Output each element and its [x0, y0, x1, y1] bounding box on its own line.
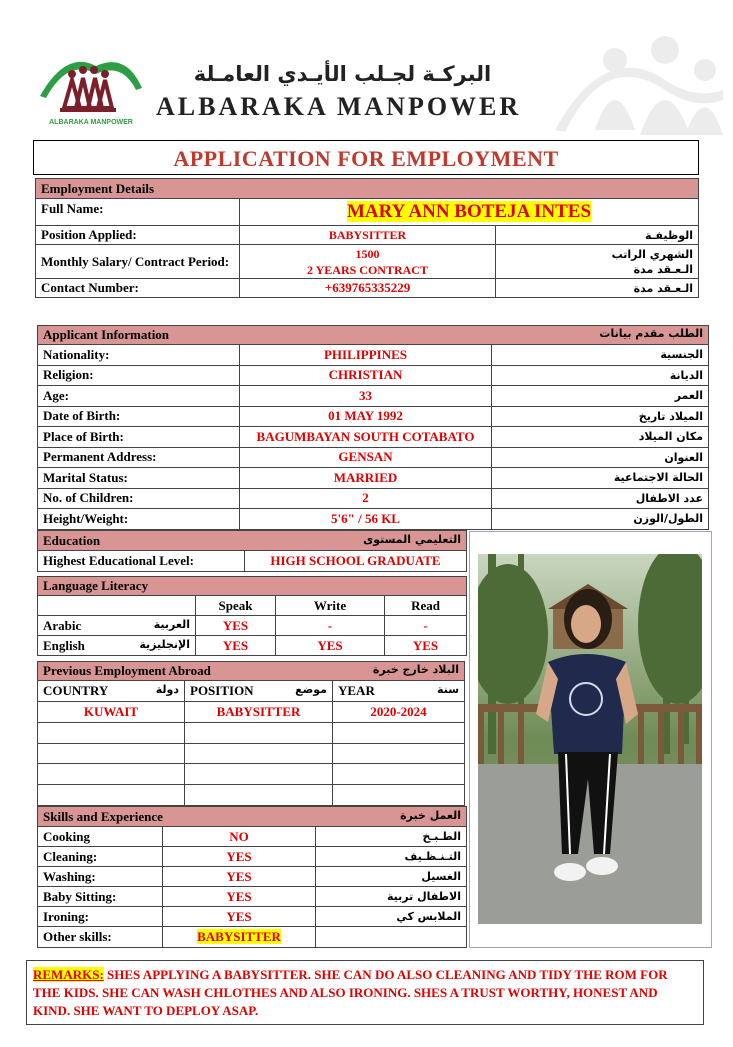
skill-value: NO [163, 827, 316, 847]
section-heading: Education التعليمي المستوى [38, 531, 467, 551]
language-literacy-table [37, 576, 467, 656]
field-label: Permanent Address: [38, 447, 240, 468]
contact-label-ar: الـعـقد مدة [496, 279, 699, 298]
remarks-box [26, 960, 704, 1025]
contact-value: +639765335229 [240, 279, 496, 298]
skill-label-ar: الغسيل [316, 867, 467, 887]
other-skills-label: Other skills: [38, 927, 163, 948]
field-label-ar: الحالة الاجتماعية [492, 468, 709, 489]
section-heading: Employment Details [36, 179, 699, 199]
table-row [38, 365, 709, 386]
field-label: Marital Status: [38, 468, 240, 489]
table-row [38, 427, 709, 448]
table-row [38, 636, 467, 656]
table-row [38, 827, 467, 847]
skill-label-ar: الاطفال تربية [316, 887, 467, 907]
full-name-label: Full Name: [36, 199, 240, 226]
field-label: Religion: [38, 365, 240, 386]
employment-position-cell [185, 743, 333, 764]
field-label: Place of Birth: [38, 427, 240, 448]
field-value: 33 [240, 386, 492, 407]
company-logo [36, 48, 146, 128]
table-row [38, 468, 709, 489]
applicant-photo [478, 554, 702, 924]
field-label-ar: مكان الميلاد [492, 427, 709, 448]
education-table [37, 530, 467, 572]
skill-value: YES [163, 867, 316, 887]
field-value: 01 MAY 1992 [240, 406, 492, 427]
previous-employment-table [37, 661, 465, 806]
field-value: GENSAN [240, 447, 492, 468]
skill-label: Washing: [38, 867, 163, 887]
full-name-value: MARY ANN BOTEJA INTES [240, 199, 699, 226]
field-label-ar: الديانة [492, 365, 709, 386]
table-row [38, 447, 709, 468]
employment-year-cell: 2020-2024 [333, 702, 465, 723]
position-label: Position Applied: [36, 226, 240, 245]
field-value: MARRIED [240, 468, 492, 489]
position-value: BABYSITTER [240, 226, 496, 245]
table-row [38, 907, 467, 927]
employment-country-cell [38, 722, 185, 743]
table-row [38, 743, 465, 764]
skill-value: YES [163, 887, 316, 907]
field-label-ar: عدد الاطفال [492, 488, 709, 509]
table-row [38, 887, 467, 907]
table-row [38, 386, 709, 407]
skill-label-ar: الملابس كي [316, 907, 467, 927]
table-row [38, 927, 467, 948]
field-label-ar: الطول/الوزن [492, 509, 709, 530]
language-read-value: - [385, 616, 467, 636]
language-write-value: - [276, 616, 385, 636]
education-level-value: HIGH SCHOOL GRADUATE [245, 551, 467, 572]
salary-value: 1500 2 YEARS CONTRACT [240, 245, 496, 279]
col-position: POSITION موضع [185, 681, 333, 702]
employment-position-cell: BABYSITTER [185, 702, 333, 723]
col-country: COUNTRY دولة [38, 681, 185, 702]
skill-value: YES [163, 847, 316, 867]
table-row [38, 764, 465, 785]
table-row [38, 509, 709, 530]
employment-position-cell [185, 785, 333, 806]
skill-label: Cleaning: [38, 847, 163, 867]
table-row [38, 406, 709, 427]
table-row [38, 616, 467, 636]
field-label-ar: الجنسية [492, 345, 709, 366]
field-value: 2 [240, 488, 492, 509]
language-speak-value: YES [196, 616, 276, 636]
field-value: PHILIPPINES [240, 345, 492, 366]
employment-country-cell: KUWAIT [38, 702, 185, 723]
field-label-ar: العمر [492, 386, 709, 407]
field-label: Age: [38, 386, 240, 407]
svg-text:ALBARAKA MANPOWER: ALBARAKA MANPOWER [49, 119, 133, 126]
company-name-english: ALBARAKA MANPOWER [156, 92, 522, 121]
employment-country-cell [38, 743, 185, 764]
skill-label: Baby Sitting: [38, 887, 163, 907]
skills-experience-table [37, 806, 467, 948]
field-label-ar: الميلاد تاريخ [492, 406, 709, 427]
language-speak-value: YES [196, 636, 276, 656]
col-write: Write [276, 596, 385, 616]
company-name-arabic: البركـة لجـلب الأيـدي العامـلة [193, 62, 492, 86]
employment-position-cell [185, 722, 333, 743]
employment-details-table [35, 178, 699, 298]
skill-label: Ironing: [38, 907, 163, 927]
skill-label-ar: الطـبـخ [316, 827, 467, 847]
form-title: APPLICATION FOR EMPLOYMENT [33, 140, 699, 175]
employment-position-cell [185, 764, 333, 785]
field-value: 5'6" / 56 KL [240, 509, 492, 530]
table-row [38, 722, 465, 743]
salary-label-ar: الشهري الراتب الـعـقد مدة [496, 245, 699, 279]
salary-label: Monthly Salary/ Contract Period: [36, 245, 240, 279]
decorative-people-watermark [545, 20, 725, 140]
field-label-ar: العنوان [492, 447, 709, 468]
table-row [38, 785, 465, 806]
education-level-label: Highest Educational Level: [38, 551, 245, 572]
applicant-information-table [37, 325, 709, 530]
section-heading: Language Literacy [38, 577, 467, 596]
field-label: Date of Birth: [38, 406, 240, 427]
language-label: Arabic العربية [38, 616, 196, 636]
employment-year-cell [333, 764, 465, 785]
table-row [38, 702, 465, 723]
field-label: Nationality: [38, 345, 240, 366]
employment-year-cell [333, 743, 465, 764]
field-label: No. of Children: [38, 488, 240, 509]
language-label: English الإنجليزية [38, 636, 196, 656]
language-write-value: YES [276, 636, 385, 656]
table-row [38, 867, 467, 887]
language-read-value: YES [385, 636, 467, 656]
skill-label: Cooking [38, 827, 163, 847]
col-year: YEAR سنة [333, 681, 465, 702]
employment-country-cell [38, 785, 185, 806]
skill-label-ar: التـنـظـيف [316, 847, 467, 867]
table-row [38, 488, 709, 509]
skill-value: YES [163, 907, 316, 927]
table-row [38, 345, 709, 366]
section-heading: Applicant Information الطلب مقدم بيانات [38, 326, 709, 345]
position-label-ar: الوظيفـة [496, 226, 699, 245]
remarks-label: REMARKS: [33, 967, 104, 982]
field-value: BAGUMBAYAN SOUTH COTABATO [240, 427, 492, 448]
field-value: CHRISTIAN [240, 365, 492, 386]
contact-label: Contact Number: [36, 279, 240, 298]
remarks-text: SHES APPLYING A BABYSITTER. SHE CAN DO ALSO CLEANING AND TIDY THE ROM FOR THE KIDS. SHE CAN WASH CHLOTHES AND ALSO IRONING. SHES A TRUST WORTHY, HONEST AND KIND. SHE WANT TO DEPLOY ASAP. [33, 967, 668, 1018]
other-skills-value: BABYSITTER [163, 927, 316, 948]
employment-year-cell [333, 722, 465, 743]
section-heading: Previous Employment Abroad البلاد خارج خبرة [38, 662, 465, 681]
table-row [38, 847, 467, 867]
employment-year-cell [333, 785, 465, 806]
section-heading: Skills and Experience العمل خبرة [38, 807, 467, 827]
field-label: Height/Weight: [38, 509, 240, 530]
col-speak: Speak [196, 596, 276, 616]
col-read: Read [385, 596, 467, 616]
employment-country-cell [38, 764, 185, 785]
